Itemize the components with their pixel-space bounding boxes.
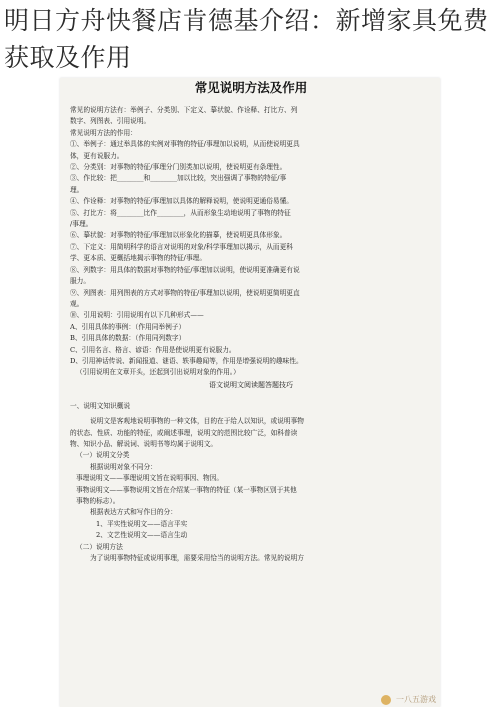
document-subheading: 语文说明文阅读题答题技巧 [209, 380, 293, 389]
doc-line: 常见说明方法的作用： [70, 128, 137, 137]
doc-line: A、引用具体的事例：（作用同举例子） [70, 322, 186, 331]
doc-line: 为了说明事物特征或说明事理，需要采用恰当的说明方法。常见的说明方 [90, 554, 304, 563]
doc-line: /事理。 [70, 220, 93, 229]
doc-line: 理。 [70, 185, 84, 194]
doc-line: ⑩、引用说明：引用说明有以下几种形式—— [70, 311, 204, 320]
doc-line: 学、更本质、更概括地揭示事物的特征/事理。 [70, 254, 207, 263]
section-heading: 一、说明文知识概说 [70, 401, 131, 410]
doc-line: （引用说明在文章开头，还起到引出说明对象的作用。） [76, 368, 240, 377]
doc-line: 事物的标志）。 [76, 497, 120, 505]
doc-line: ⑧、列数字：用具体的数据对事物的特征/事理加以说明，使说明更准确更有说 [70, 265, 300, 274]
doc-line: 2、文艺性说明文——语言生动 [96, 531, 188, 540]
doc-line: ②、分类别：对事物的特征/事理分门别类加以说明，使说明更有条理性。 [70, 163, 287, 172]
doc-line: 物、知识小品、解说词、说明书等均属于说明文。 [70, 439, 218, 448]
doc-line: ⑥、摹状貌：对事物的特征/事理加以形象化的描摹，使说明更具体形象。 [70, 231, 287, 240]
doc-line: ③、作比较：把________和________加以比较，突出强调了事物的特征/事 [70, 174, 287, 183]
doc-line: ④、作诠释：对事物的特征/事理加以具体的解释说明，使说明更通俗易懂。 [70, 197, 293, 206]
doc-line: D、引用神话传说、新闻报道、谜语、轶事趣闻等，作用是增强说明的趣味性。 [70, 356, 303, 365]
scanned-document [60, 78, 440, 707]
doc-line: C、引用名言、格言、谚语：作用是使说明更有说服力。 [70, 345, 236, 354]
doc-line: 说明文是客观地说明事物的一种文体，目的在于给人以知识，或说明事物 [90, 417, 304, 426]
doc-line: 观。 [70, 299, 84, 308]
doc-line: （一）说明文分类 [76, 451, 130, 460]
watermark-text: 一八五游戏 [396, 695, 436, 704]
article-title: 明日方舟快餐店肯德基介绍：新增家具免费获取及作用 [4, 6, 489, 72]
doc-line: ①、举例子：通过举具体的实例对事物的特征/事理加以说明，从而使说明更具 [70, 140, 300, 149]
doc-line: 常见的说明方法有：举例子、分类别、下定义、摹状貌、作诠释、打比方、列 [70, 106, 298, 114]
doc-line: 体，更有说服力。 [70, 151, 124, 160]
doc-line: ⑤、打比方：将________比作________，从而形象生动地说明了事物的特征 [70, 208, 291, 217]
document-heading: 常见说明方法及作用 [194, 80, 308, 95]
doc-line: 数字、列图表、引用说明。 [70, 117, 151, 126]
doc-line: 根据表达方式和写作目的分： [90, 508, 177, 517]
watermark-logo-icon [381, 695, 391, 705]
doc-line: 的状态、性质、功能的特征，或阐述事理，说明文的范围比较广泛，如科普读 [70, 428, 298, 437]
doc-line: （二）说明方法 [76, 542, 123, 551]
doc-line: 事理说明文——事理说明文旨在说明事因、物因。 [76, 474, 224, 483]
doc-line: ⑨、列图表：用列图表的方式对事物的特征/事理加以说明，使说明更简明更直 [70, 288, 300, 297]
doc-line: 服力。 [70, 277, 91, 286]
doc-line: ⑦、下定义：用简明科学的语言对说明的对象/科学事理加以揭示，从而更科 [70, 242, 293, 251]
doc-line: 事物说明文——事物说明文旨在介绍某一事物的特征（某一事物区别于其他 [76, 485, 297, 494]
doc-line: B、引用具体的数据：（作用同列数字） [70, 334, 186, 343]
doc-line: 根据说明对象不同分： [90, 462, 157, 471]
doc-line: 1、平实性说明文——语言平实 [96, 519, 188, 528]
site-watermark [381, 694, 436, 705]
